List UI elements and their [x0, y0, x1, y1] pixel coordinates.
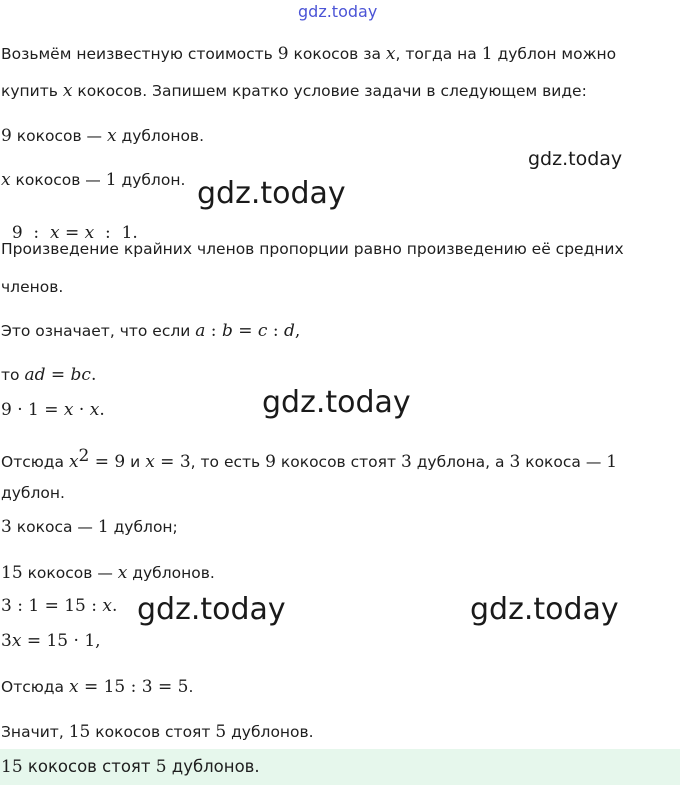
solution-line: то ad = bc.	[1, 365, 97, 385]
watermark-top: gdz.today	[298, 2, 378, 21]
solution-line: купить x кокосов. Запишем кратко условие задачи в следующем виде:	[1, 81, 587, 101]
solution-line: Значит, 15 кокосов стоят 5 дублонов.	[1, 722, 314, 742]
proportion-formula: 9 : x = x : 1.	[11, 223, 138, 243]
solution-line: Это означает, что если a : b = c : d,	[1, 321, 301, 341]
solution-line: Произведение крайних членов пропорции равно произведению её средних	[1, 240, 624, 258]
solution-line: Отсюда $x^2 = 9$ и x = 3, то есть 9 кокосов стоят 3 дублона, а 3 кокоса — 1	[1, 446, 618, 473]
watermark: gdz.today	[197, 176, 346, 211]
equation: 3x = 15 · 1,	[1, 631, 101, 651]
solution-line: дублон.	[1, 484, 65, 502]
solution-line: Возьмём неизвестную стоимость 9 кокосов за x, тогда на 1 дублон можно	[1, 44, 617, 64]
solution-line: членов.	[1, 278, 64, 296]
watermark: gdz.today	[528, 148, 623, 170]
solution-line: 15 кокосов — x дублонов.	[1, 563, 215, 583]
solution-line: x кокосов — 1 дублон.	[1, 170, 186, 190]
proportion-formula: 3 : 1 = 15 : x.	[1, 596, 118, 616]
watermark: gdz.today	[137, 592, 286, 627]
answer-box	[0, 749, 680, 785]
solution-line: 9 кокосов — x дублонов.	[1, 126, 204, 146]
watermark: gdz.today	[262, 385, 411, 420]
product-formula: 9 · 1 = x · x.	[1, 400, 105, 420]
watermark: gdz.today	[470, 592, 619, 627]
answer-text: 15 кокосов стоят 5 дублонов.	[1, 757, 260, 777]
solution-line: Отсюда x = 15 : 3 = 5.	[1, 677, 194, 697]
solution-line: 3 кокоса — 1 дублон;	[1, 517, 178, 537]
